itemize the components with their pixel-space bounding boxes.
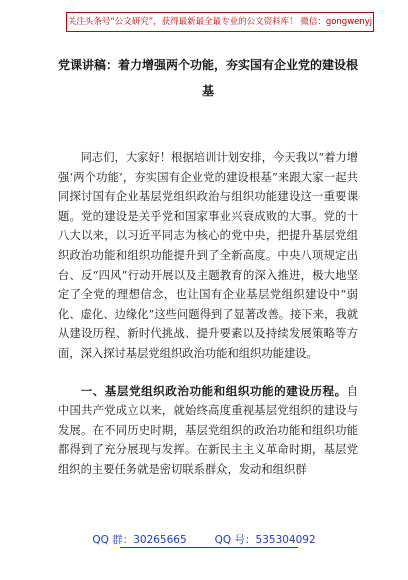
page-footer: [0, 532, 408, 547]
document-title-line-1: 党课讲稿：着力增强两个功能，夯实国有企业党的建设根: [58, 58, 359, 72]
document-title-line-2: 基: [201, 84, 214, 98]
section-1-text: 自中国共产党成立以来，就始终高度重视基层党组织的建设与发展。在不同历史时期，基层党组织的政治功能和组织功能都得到了充分展现与发挥。在新民主主义革命时期，基层党组织的主要任务就是密切联系群众，发动和组织群: [58, 384, 358, 476]
document-body: [58, 148, 358, 480]
intro-paragraph: 同志们，大家好！根据培训计划安排，今天我以“着力增强‘两个功能’，夯实国有企业党的建设根基”来跟大家一起共同探讨国有企业基层党组织政治与组织功能建设这一重要课题。党的建设是关乎党和国家事业兴衰成败的大事。党的十八大以来，以习近平同志为核心的党中央，把提升基层党组织政治功能和组织功能提升到了全新高度。中央八项规定出台、反“四风”行动开展以及主题教育的深入推进，极大地坚定了全党的理想信念，也让国有企业基层党组织建设中“弱化、虚化、边缘化”这些问题得到了显著改善。接下来，我就从建设历程、新时代挑战、提升要素以及持续发展策略等方面，深入探讨基层党组织政治功能和组织功能建设。: [58, 151, 358, 360]
footer-qq-number: QQ 号：535304092: [214, 534, 316, 546]
promo-banner: 关注头条号“公文研究”，获得最新最全最专业的公文资料库！ 微信：gongwenyj: [66, 12, 374, 32]
section-1-heading: 一、基层党组织政治功能和组织功能的建设历程。: [80, 383, 347, 398]
footer-qq-group: QQ 群：30265665: [92, 534, 187, 546]
footer-underline: [120, 547, 298, 548]
section-1-paragraph: [58, 382, 358, 480]
